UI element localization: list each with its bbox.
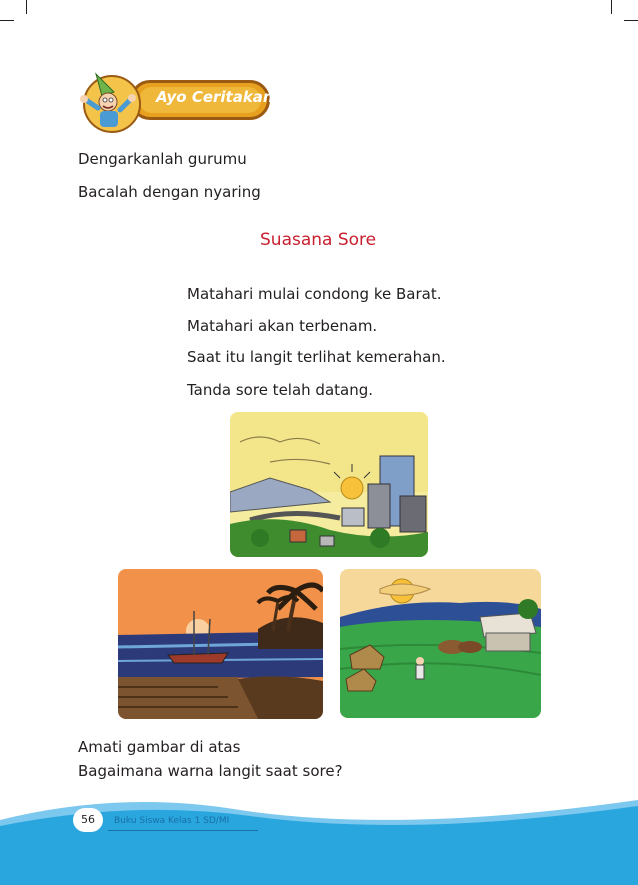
instruction-line: Dengarkanlah gurumu xyxy=(78,150,247,168)
question-line: Amati gambar di atas xyxy=(78,738,241,756)
story-line: Matahari mulai condong ke Barat. xyxy=(187,285,442,303)
story-line: Saat itu langit terlihat kemerahan. xyxy=(187,348,446,366)
crop-mark xyxy=(611,0,612,14)
footer-rule xyxy=(108,830,258,831)
story-line: Matahari akan terbenam. xyxy=(187,317,378,335)
beach-sunset-illustration xyxy=(118,569,323,719)
city-sunset-illustration xyxy=(230,412,428,557)
story-title: Suasana Sore xyxy=(260,230,377,250)
book-title: Buku Siswa Kelas 1 SD/MI xyxy=(114,816,230,826)
mascot-icon xyxy=(76,66,146,136)
footer-wave-band xyxy=(0,790,638,885)
crop-mark xyxy=(0,20,14,21)
instruction-line: Bacalah dengan nyaring xyxy=(78,183,261,201)
village-sunset-illustration xyxy=(340,569,541,718)
question-line: Bagaimana warna langit saat sore? xyxy=(78,762,343,780)
crop-mark xyxy=(624,20,638,21)
crop-mark xyxy=(26,0,27,14)
story-line: Tanda sore telah datang. xyxy=(187,381,374,399)
page-number: 56 xyxy=(73,808,103,832)
section-badge xyxy=(76,66,276,136)
badge-label: Ayo Ceritakan xyxy=(156,88,274,106)
